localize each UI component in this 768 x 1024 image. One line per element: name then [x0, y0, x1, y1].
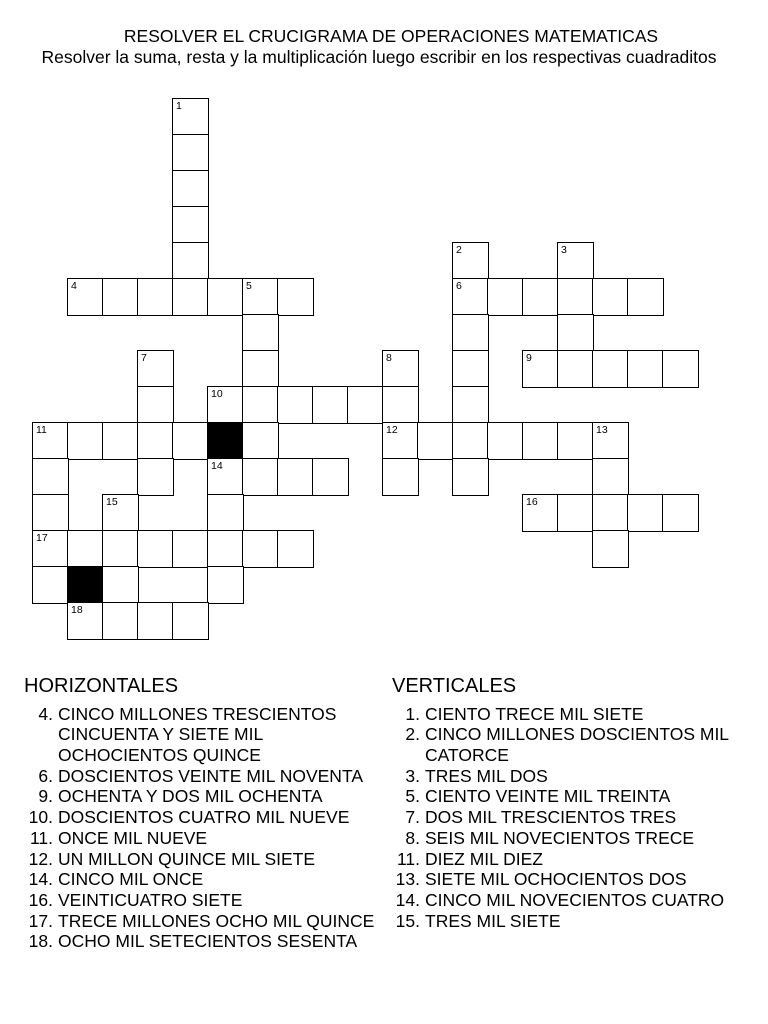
- verticales-heading: VERTICALES: [392, 675, 517, 697]
- crossword-cell: [382, 386, 419, 424]
- clue-item: [24, 911, 386, 932]
- crossword-cell: [172, 206, 209, 244]
- crossword-cell: [102, 278, 139, 316]
- crossword-cell: [32, 422, 69, 460]
- clue-text: ONCE MIL NUEVE: [58, 827, 208, 848]
- clue-item: [392, 849, 762, 870]
- clue-number: 15.: [395, 910, 420, 931]
- crossword-cell: [207, 458, 244, 496]
- crossword-cell: [487, 278, 524, 316]
- clue-item: [392, 869, 762, 890]
- crossword-cell: [557, 494, 594, 532]
- crossword-cell: [557, 422, 594, 460]
- clue-item: [392, 786, 762, 807]
- crossword-cell: [242, 350, 279, 388]
- clue-text: CINCO MIL ONCE: [58, 869, 204, 890]
- cell-clue-number: 13: [596, 424, 608, 436]
- clue-number: 5.: [405, 786, 420, 807]
- clue-text: SEIS MIL NOVECIENTOS TRECE: [425, 827, 695, 848]
- clue-item: [24, 849, 386, 870]
- clue-item: [392, 890, 762, 911]
- vertical-clues-section: [392, 674, 762, 931]
- clue-text: CIENTO VEINTE MIL TREINTA: [425, 786, 671, 807]
- clue-number: 11.: [396, 848, 420, 869]
- clue-number: 7.: [405, 807, 420, 828]
- clue-text: CINCO MILLONES DOSCIENTOS MIL CATORCE: [425, 724, 729, 766]
- clue-item: [392, 724, 762, 765]
- clue-text: OCHO MIL SETECIENTOS SESENTA: [58, 931, 358, 952]
- crossword-cell: [137, 278, 174, 316]
- clue-number: 10.: [28, 807, 53, 828]
- crossword-cell: [452, 386, 489, 424]
- clue-number: 18.: [28, 931, 53, 952]
- crossword-cell: [452, 458, 489, 496]
- crossword-cell: [172, 278, 209, 316]
- crossword-cell: [452, 278, 489, 316]
- crossword-cell: [242, 530, 279, 568]
- crossword-cell: [382, 350, 419, 388]
- crossword-cell: [172, 242, 209, 280]
- crossword-cell: [242, 458, 279, 496]
- clue-item: [392, 704, 762, 725]
- crossword-cell: [592, 422, 629, 460]
- page-title: RESOLVER EL CRUCIGRAMA DE OPERACIONES MATEMATICAS: [123, 26, 659, 46]
- cell-clue-number: 10: [211, 388, 223, 400]
- crossword-cell: [172, 602, 209, 640]
- cell-clue-number: 15: [106, 496, 118, 508]
- crossword-cell: [67, 530, 104, 568]
- crossword-cell: [592, 350, 629, 388]
- clue-number: 12.: [28, 848, 53, 869]
- crossword-cell: [32, 566, 69, 604]
- crossword-cell: [277, 278, 314, 316]
- crossword-cell: [172, 530, 209, 568]
- crossword-cell: [137, 350, 174, 388]
- crossword-cell: [522, 422, 559, 460]
- cell-clue-number: 14: [211, 460, 223, 472]
- crossword-cell: [662, 350, 699, 388]
- crossword-cell: [172, 134, 209, 172]
- crossword-cell: [627, 494, 664, 532]
- crossword-cell: [522, 350, 559, 388]
- black-cell: [207, 422, 244, 460]
- crossword-cell: [592, 458, 629, 496]
- clue-text: VEINTICUATRO SIETE: [58, 889, 243, 910]
- crossword-cell: [277, 386, 314, 424]
- crossword-cell: [102, 494, 139, 532]
- cell-clue-number: 2: [456, 244, 462, 256]
- crossword-cell: [347, 386, 384, 424]
- clue-item: [392, 766, 762, 787]
- clue-text: TRECE MILLONES OCHO MIL QUINCE: [58, 910, 375, 931]
- clue-text: DOSCIENTOS CUATRO MIL NUEVE: [58, 807, 350, 828]
- crossword-cell: [67, 422, 104, 460]
- clue-number: 14.: [395, 889, 420, 910]
- clue-number: 16.: [28, 889, 53, 910]
- crossword-cell: [32, 494, 69, 532]
- clue-item: [392, 807, 762, 828]
- vertical-clue-list: [392, 704, 762, 932]
- clue-text: CINCO MILLONES TRESCIENTOS CINCUENTA Y SIETE MIL OCHOCIENTOS QUINCE: [58, 703, 337, 766]
- clue-number: 9.: [38, 786, 53, 807]
- crossword-cell: [312, 458, 349, 496]
- crossword-cell: [207, 494, 244, 532]
- cell-clue-number: 6: [456, 280, 462, 292]
- clue-item: [24, 786, 386, 807]
- crossword-cell: [242, 278, 279, 316]
- crossword-cell: [32, 458, 69, 496]
- clue-text: DOSCIENTOS VEINTE MIL NOVENTA: [58, 765, 364, 786]
- crossword-cell: [557, 350, 594, 388]
- black-cell: [67, 566, 104, 604]
- crossword-cell: [557, 278, 594, 316]
- clue-item: [392, 828, 762, 849]
- crossword-cell: [382, 422, 419, 460]
- crossword-cell: [102, 602, 139, 640]
- clue-number: 11.: [29, 827, 53, 848]
- clue-number: 4.: [38, 703, 53, 724]
- cell-clue-number: 4: [71, 280, 77, 292]
- horizontales-heading: HORIZONTALES: [24, 675, 179, 697]
- crossword-cell: [137, 458, 174, 496]
- crossword-cell: [137, 386, 174, 424]
- crossword-cell: [137, 422, 174, 460]
- cell-clue-number: 8: [386, 352, 392, 364]
- clue-number: 1.: [405, 703, 420, 724]
- crossword-cell: [592, 530, 629, 568]
- crossword-cell: [382, 458, 419, 496]
- crossword-cell: [207, 566, 244, 604]
- crossword-cell: [312, 386, 349, 424]
- crossword-cell: [452, 314, 489, 352]
- crossword-cell: [102, 530, 139, 568]
- crossword-grid: [32, 98, 699, 640]
- cell-clue-number: 9: [526, 352, 532, 364]
- crossword-cell: [207, 530, 244, 568]
- clue-text: CIENTO TRECE MIL SIETE: [425, 703, 644, 724]
- cell-clue-number: 7: [141, 352, 147, 364]
- crossword-cell: [627, 278, 664, 316]
- crossword-cell: [137, 530, 174, 568]
- crossword-cell: [102, 566, 139, 604]
- cell-clue-number: 17: [36, 532, 48, 544]
- clue-text: DOS MIL TRESCIENTOS TRES: [425, 807, 677, 828]
- crossword-cell: [592, 494, 629, 532]
- clue-item: [24, 828, 386, 849]
- crossword-cell: [207, 386, 244, 424]
- crossword-cell: [557, 314, 594, 352]
- clue-number: 3.: [405, 765, 420, 786]
- crossword-cell: [522, 494, 559, 532]
- crossword-cell: [172, 170, 209, 208]
- crossword-cell: [242, 314, 279, 352]
- crossword-cell: [172, 98, 209, 136]
- crossword-cell: [557, 242, 594, 280]
- crossword-cell: [242, 386, 279, 424]
- clue-item: [24, 869, 386, 890]
- instructions: Resolver la suma, resta y la multiplicación luego escribir en los respectivas cuadraditos: [41, 47, 717, 67]
- crossword-cell: [242, 422, 279, 460]
- crossword-cell: [67, 278, 104, 316]
- crossword-cell: [67, 602, 104, 640]
- crossword-cell: [277, 530, 314, 568]
- cell-clue-number: 1: [176, 100, 182, 112]
- clue-text: OCHENTA Y DOS MIL OCHENTA: [58, 786, 323, 807]
- crossword-cell: [277, 458, 314, 496]
- crossword-cell: [137, 602, 174, 640]
- clue-text: CINCO MIL NOVECIENTOS CUATRO: [425, 889, 725, 910]
- clue-item: [24, 766, 386, 787]
- clue-text: TRES MIL DOS: [425, 765, 548, 786]
- crossword-cell: [662, 494, 699, 532]
- clue-item: [24, 890, 386, 911]
- crossword-cell: [102, 422, 139, 460]
- crossword-cell: [207, 278, 244, 316]
- cell-clue-number: 3: [561, 244, 567, 256]
- clue-item: [392, 911, 762, 932]
- clue-number: 2.: [405, 724, 420, 745]
- crossword-cell: [32, 530, 69, 568]
- cell-clue-number: 5: [246, 280, 252, 292]
- clue-text: DIEZ MIL DIEZ: [425, 848, 543, 869]
- clue-item: [24, 931, 386, 952]
- crossword-cell: [417, 422, 454, 460]
- crossword-cell: [522, 278, 559, 316]
- crossword-cell: [627, 350, 664, 388]
- clue-number: 8.: [405, 827, 420, 848]
- crossword-cell: [452, 242, 489, 280]
- horizontal-clues-section: [24, 674, 386, 952]
- horizontal-clue-list: [24, 704, 386, 952]
- clue-item: [24, 704, 386, 766]
- crossword-cell: [452, 350, 489, 388]
- clue-number: 6.: [38, 765, 53, 786]
- clue-number: 14.: [28, 869, 53, 890]
- cell-clue-number: 11: [36, 424, 47, 436]
- clue-text: TRES MIL SIETE: [425, 910, 561, 931]
- cell-clue-number: 18: [71, 604, 83, 616]
- crossword-cell: [592, 278, 629, 316]
- crossword-cell: [452, 422, 489, 460]
- cell-clue-number: 16: [526, 496, 538, 508]
- crossword-cell: [172, 422, 209, 460]
- clue-number: 17.: [28, 910, 53, 931]
- clue-text: SIETE MIL OCHOCIENTOS DOS: [425, 869, 687, 890]
- clue-text: UN MILLON QUINCE MIL SIETE: [58, 848, 316, 869]
- crossword-cell: [487, 422, 524, 460]
- clue-number: 13.: [395, 869, 420, 890]
- clue-item: [24, 807, 386, 828]
- cell-clue-number: 12: [386, 424, 398, 436]
